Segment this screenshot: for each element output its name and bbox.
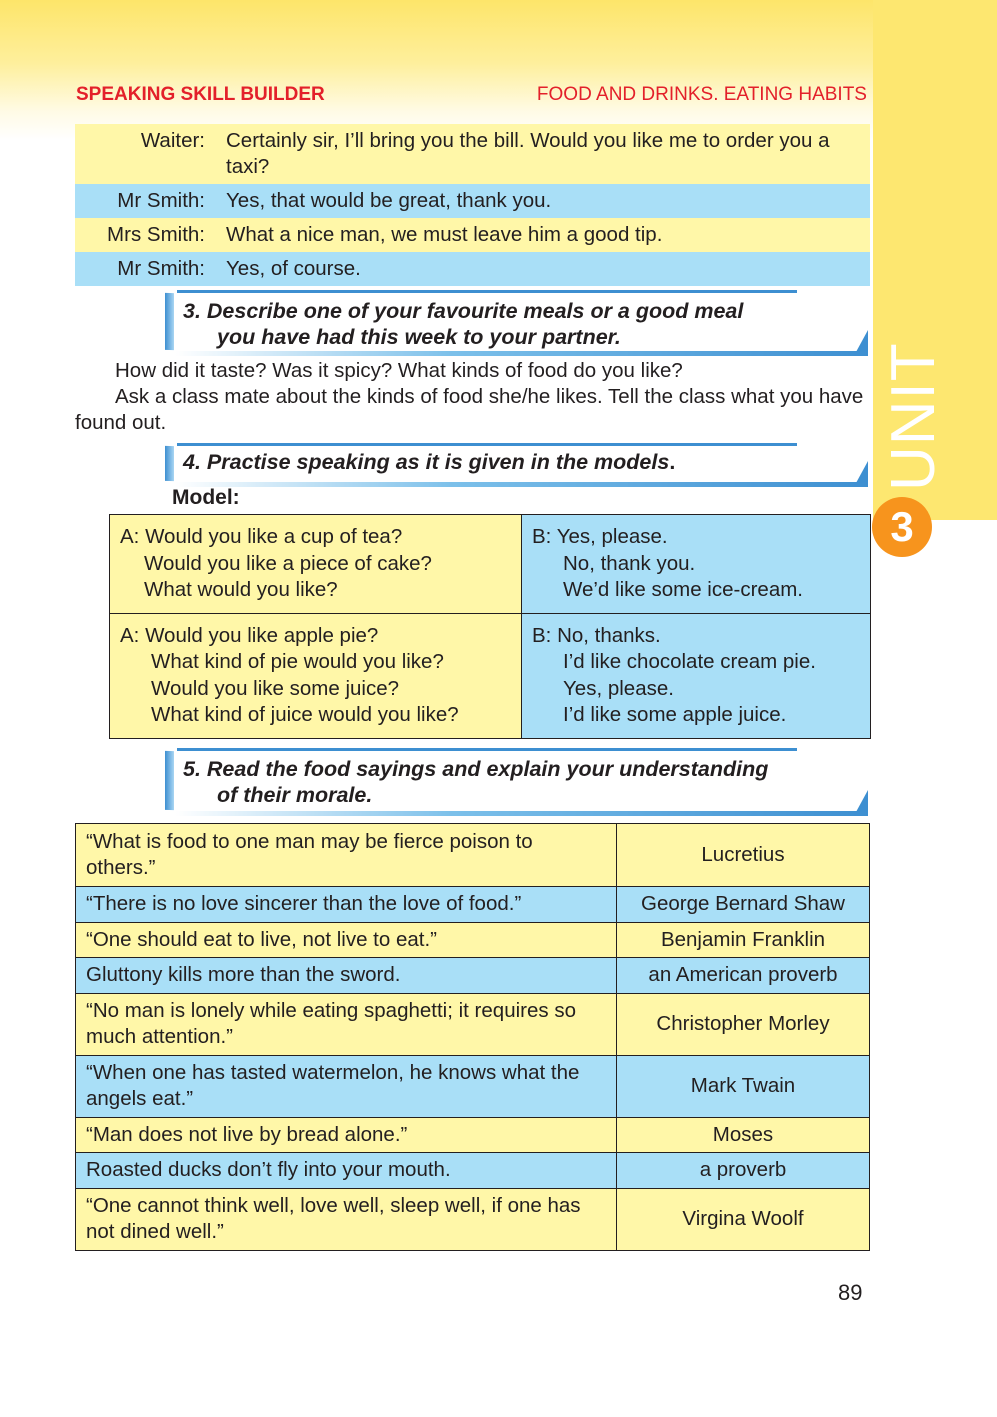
heading-bar: [165, 446, 174, 481]
dialog-speaker: Mr Smith:: [117, 257, 205, 280]
unit-label: UNIT: [879, 342, 948, 492]
heading-underline: [175, 482, 868, 487]
saying-row: [76, 958, 870, 994]
model-row: [110, 613, 871, 738]
saying-row: [76, 1055, 870, 1117]
model-line: We’d like some ice-cream.: [563, 578, 803, 601]
model-row: [110, 515, 871, 614]
heading-underline: [175, 351, 868, 356]
heading-bar: [165, 293, 174, 350]
dialog-speaker: Mrs Smith:: [107, 223, 205, 246]
saying-author: George Bernard Shaw: [617, 887, 870, 923]
model-line: B: No, thanks.: [532, 623, 661, 647]
heading-bar: [165, 751, 174, 810]
saying-quote: Gluttony kills more than the sword.: [76, 958, 617, 994]
dialog-line: Yes, that would be great, thank you.: [226, 189, 552, 212]
saying-author: a proverb: [617, 1153, 870, 1189]
model-line: What kind of juice would you like?: [151, 703, 459, 726]
saying-author: Benjamin Franklin: [617, 922, 870, 958]
dialog-row: [75, 184, 870, 218]
saying-quote: “There is no love sincerer than the love of food.”: [76, 887, 617, 923]
saying-quote: “One should eat to live, not live to eat.”: [76, 922, 617, 958]
model-line: A: Would you like a cup of tea?: [120, 525, 403, 548]
saying-author: Christopher Morley: [617, 993, 870, 1055]
dialog-line: Yes, of course.: [226, 257, 361, 280]
dialog-row: [75, 252, 870, 286]
model-answer-cell: [522, 613, 871, 738]
sayings-table: [75, 823, 870, 1251]
model-line: B: Yes, please.: [532, 525, 668, 548]
saying-row: [76, 824, 870, 887]
task-5-line-2: of their morale.: [217, 783, 373, 807]
saying-author: Moses: [617, 1117, 870, 1153]
dialog-speaker: Waiter:: [140, 129, 205, 152]
model-line: I’d like chocolate cream pie.: [563, 650, 816, 673]
heading-rule: [177, 290, 797, 293]
saying-row: [76, 922, 870, 958]
model-line: Yes, please.: [563, 676, 674, 700]
heading-rule: [177, 443, 797, 446]
heading-rule: [177, 748, 797, 751]
saying-quote: “Man does not live by bread alone.”: [76, 1117, 617, 1153]
model-line: What kind of pie would you like?: [151, 650, 444, 673]
task-3-line-1: 3. Describe one of your favourite meals or a good meal: [183, 299, 744, 323]
task-4-period: .: [669, 450, 676, 474]
model-line: Would you like some juice?: [151, 676, 400, 700]
dialog-line: What a nice man, we must leave him a good tip.: [226, 223, 663, 246]
header-band: [0, 0, 873, 140]
saying-row: [76, 887, 870, 923]
model-label: Model:: [172, 486, 240, 509]
dialog-block: [75, 124, 870, 286]
model-line: No, thank you.: [563, 551, 696, 575]
page-number: 89: [838, 1280, 863, 1305]
task-3-paragraph-2: Ask a class mate about the kinds of food she/he likes. Tell the class what you have found out.: [75, 385, 864, 434]
saying-author: Virgina Woolf: [617, 1188, 870, 1250]
dialog-speaker: Mr Smith:: [117, 189, 205, 212]
chapter-title: FOOD AND DRINKS. EATING HABITS: [536, 84, 867, 105]
task-4-line-1: 4. Practise speaking as it is given in the models: [183, 450, 670, 474]
saying-row: [76, 1188, 870, 1250]
task-3-instructions: [75, 358, 870, 436]
model-line: Would you like a piece of cake?: [144, 551, 432, 575]
task-3-heading: [165, 290, 868, 356]
saying-author: Lucretius: [617, 824, 870, 887]
heading-underline: [175, 811, 868, 816]
task-4-heading: [165, 443, 868, 487]
section-title: SPEAKING SKILL BUILDER: [76, 84, 325, 105]
saying-author: Mark Twain: [617, 1055, 870, 1117]
saying-quote: “One cannot think well, love well, sleep well, if one has not dined well.”: [76, 1188, 617, 1250]
model-question-cell: [110, 515, 522, 614]
task-3-text: [165, 290, 868, 358]
model-question-cell: [110, 613, 522, 738]
task-4-text: [165, 443, 868, 483]
model-answer-cell: [522, 515, 871, 614]
dialog-row: [75, 124, 870, 184]
model-line: What would you like?: [144, 578, 338, 601]
task-3-paragraph-1: How did it taste? Was it spicy? What kinds of food do you like?: [115, 359, 683, 382]
model-line: I’d like some apple juice.: [563, 703, 787, 726]
dialog-row: [75, 218, 870, 252]
unit-number-badge: 3: [872, 497, 932, 557]
task-3-line-2: you have had this week to your partner.: [217, 325, 621, 349]
saying-row: [76, 993, 870, 1055]
task-5-line-1: 5. Read the food sayings and explain your understanding: [183, 757, 769, 781]
saying-row: [76, 1117, 870, 1153]
dialog-line: Certainly sir, I’ll bring you the bill. Would you like me to order you a taxi?: [226, 129, 830, 178]
saying-author: an American proverb: [617, 958, 870, 994]
saying-quote: “No man is lonely while eating spaghetti; it requires so much attention.”: [76, 993, 617, 1055]
saying-quote: Roasted ducks don’t fly into your mouth.: [76, 1153, 617, 1189]
model-line: A: Would you like apple pie?: [120, 623, 379, 647]
task-5-heading: [165, 748, 868, 816]
model-table: [109, 514, 871, 739]
saying-quote: “What is food to one man may be fierce poison to others.”: [76, 824, 617, 887]
saying-quote: “When one has tasted watermelon, he knows what the angels eat.”: [76, 1055, 617, 1117]
saying-row: [76, 1153, 870, 1189]
task-5-text: [165, 748, 868, 816]
